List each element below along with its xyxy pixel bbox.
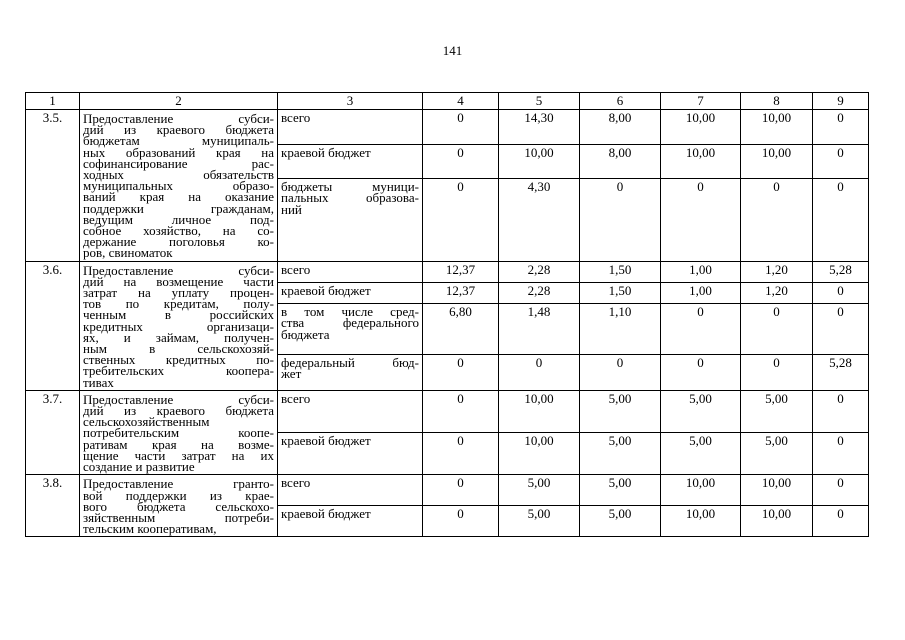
description-line: ративам края на возме- xyxy=(83,436,274,452)
funding-source-line: федеральный бюд- xyxy=(281,354,419,370)
value-cell: 0 xyxy=(423,433,499,475)
header-cell: 2 xyxy=(80,93,278,110)
funding-source xyxy=(278,354,423,390)
value-cell: 0 xyxy=(741,354,813,390)
value-cell: 1,50 xyxy=(580,261,661,282)
value-cell: 10,00 xyxy=(499,144,580,179)
header-row xyxy=(26,93,869,110)
funding-source xyxy=(278,144,423,179)
value-cell: 0 xyxy=(423,179,499,261)
description-line: зяйственным потреби- xyxy=(83,509,274,525)
item-number: 3.8. xyxy=(26,475,80,537)
description-line: дий из краевого бюджета xyxy=(83,122,274,138)
value-cell: 0 xyxy=(813,282,869,303)
funding-source-line: краевой бюджет xyxy=(281,282,371,298)
value-cell: 5,00 xyxy=(580,475,661,506)
header-cell: 4 xyxy=(423,93,499,110)
value-cell: 5,00 xyxy=(661,390,741,432)
description-line: ственных кредитных по- xyxy=(83,352,274,368)
description-line: ваний края на оказание xyxy=(83,189,274,205)
description-line: вого бюджета сельскохо- xyxy=(83,498,274,514)
value-cell: 10,00 xyxy=(741,110,813,145)
value-cell: 0 xyxy=(813,144,869,179)
item-description xyxy=(80,110,278,262)
funding-source-line: ний xyxy=(281,201,302,217)
value-cell: 0 xyxy=(423,475,499,506)
value-cell: 0 xyxy=(813,304,869,355)
description-line: дий на возмещение части xyxy=(83,273,274,289)
description-line: бюджетам муниципаль- xyxy=(83,133,274,149)
value-cell: 0 xyxy=(741,304,813,355)
value-cell: 0 xyxy=(813,179,869,261)
table-body xyxy=(26,93,869,537)
table-row xyxy=(26,110,869,145)
funding-source-line: всего xyxy=(281,390,311,406)
description-line: тивах xyxy=(83,374,114,390)
header-cell: 3 xyxy=(278,93,423,110)
value-cell: 0 xyxy=(661,354,741,390)
description-line: ных образований края на xyxy=(83,144,274,160)
funding-source xyxy=(278,304,423,355)
value-cell: 5,28 xyxy=(813,261,869,282)
funding-source-line: всего xyxy=(281,261,311,277)
description-line: поддержки гражданам, xyxy=(83,200,274,216)
value-cell: 10,00 xyxy=(741,144,813,179)
description-line: требительских коопера- xyxy=(83,363,274,379)
value-cell: 0 xyxy=(661,304,741,355)
value-cell: 0 xyxy=(423,354,499,390)
item-number: 3.5. xyxy=(26,110,80,262)
funding-source xyxy=(278,282,423,303)
funding-source xyxy=(278,390,423,432)
description-line: софинансирование рас- xyxy=(83,155,274,171)
description-line: создание и развитие xyxy=(83,459,195,475)
header-cell: 8 xyxy=(741,93,813,110)
value-cell: 5,00 xyxy=(661,433,741,475)
description-line: собное хозяйство, на со- xyxy=(83,223,274,239)
item-number: 3.7. xyxy=(26,390,80,474)
value-cell: 8,00 xyxy=(580,110,661,145)
item-description xyxy=(80,261,278,390)
value-cell: 5,00 xyxy=(580,433,661,475)
value-cell: 0 xyxy=(813,110,869,145)
description-line: держание поголовья ко- xyxy=(83,234,274,250)
value-cell: 1,00 xyxy=(661,282,741,303)
description-line: сельскохозяйственным xyxy=(83,414,210,430)
value-cell: 0 xyxy=(423,144,499,179)
value-cell: 14,30 xyxy=(499,110,580,145)
value-cell: 10,00 xyxy=(661,110,741,145)
value-cell: 0 xyxy=(580,179,661,261)
description-line: щение части затрат на их xyxy=(83,447,274,463)
value-cell: 2,28 xyxy=(499,261,580,282)
item-description xyxy=(80,390,278,474)
value-cell: 0 xyxy=(741,179,813,261)
value-cell: 12,37 xyxy=(423,261,499,282)
value-cell: 0 xyxy=(580,354,661,390)
value-cell: 5,00 xyxy=(499,506,580,537)
value-cell: 10,00 xyxy=(661,144,741,179)
description-line: Предоставление субси- xyxy=(83,391,274,407)
description-line: дий из краевого бюджета xyxy=(83,403,274,419)
value-cell: 10,00 xyxy=(741,475,813,506)
value-cell: 10,00 xyxy=(499,390,580,432)
description-line: тельским кооперативам, xyxy=(83,521,217,537)
funding-source-line: всего xyxy=(281,475,311,491)
value-cell: 0 xyxy=(423,506,499,537)
funding-source xyxy=(278,506,423,537)
funding-source-line: краевой бюджет xyxy=(281,144,371,160)
table-row xyxy=(26,261,869,282)
description-line: тов по кредитам, полу- xyxy=(83,296,274,312)
value-cell: 1,20 xyxy=(741,261,813,282)
value-cell: 12,37 xyxy=(423,282,499,303)
value-cell: 1,00 xyxy=(661,261,741,282)
value-cell: 0 xyxy=(661,179,741,261)
description-line: ным в сельскохозяй- xyxy=(83,341,274,357)
funding-source-line: краевой бюджет xyxy=(281,506,371,522)
description-line: ях, и займам, получен- xyxy=(83,329,274,345)
value-cell: 1,48 xyxy=(499,304,580,355)
funding-source xyxy=(278,475,423,506)
value-cell: 6,80 xyxy=(423,304,499,355)
header-cell: 1 xyxy=(26,93,80,110)
value-cell: 1,20 xyxy=(741,282,813,303)
description-line: муниципальных образо- xyxy=(83,178,274,194)
description-line: затрат на уплату процен- xyxy=(83,285,274,301)
header-cell: 7 xyxy=(661,93,741,110)
value-cell: 10,00 xyxy=(661,506,741,537)
table-row xyxy=(26,390,869,432)
item-number: 3.6. xyxy=(26,261,80,390)
funding-source-line: бюджета xyxy=(281,326,330,342)
value-cell: 5,00 xyxy=(580,506,661,537)
page-number: 141 xyxy=(442,43,463,58)
value-cell: 0 xyxy=(423,110,499,145)
table-row xyxy=(26,475,869,506)
value-cell: 10,00 xyxy=(661,475,741,506)
funding-source-line: всего xyxy=(281,110,311,125)
value-cell: 1,50 xyxy=(580,282,661,303)
funding-source-line: ства федерального xyxy=(281,315,419,331)
description-line: ченным в российских xyxy=(83,307,274,323)
funding-source-line: в том числе сред- xyxy=(281,304,419,320)
funding-source-line: краевой бюджет xyxy=(281,433,371,449)
funding-source xyxy=(278,433,423,475)
description-line: вой поддержки из крае- xyxy=(83,487,274,503)
description-line: ходных обязательств xyxy=(83,167,274,183)
value-cell: 5,28 xyxy=(813,354,869,390)
header-cell: 5 xyxy=(499,93,580,110)
description-line: Предоставление гранто- xyxy=(83,476,274,492)
description-line: ведущим личное под- xyxy=(83,211,274,227)
description-line: потребительским коопе- xyxy=(83,425,274,441)
description-line: Предоставление субси- xyxy=(83,111,274,126)
funding-source-line: бюджеты муници- xyxy=(281,179,419,195)
value-cell: 0 xyxy=(813,390,869,432)
value-cell: 10,00 xyxy=(499,433,580,475)
value-cell: 8,00 xyxy=(580,144,661,179)
description-line: Предоставление субси- xyxy=(83,262,274,278)
value-cell: 0 xyxy=(813,433,869,475)
value-cell: 5,00 xyxy=(741,390,813,432)
value-cell: 0 xyxy=(423,390,499,432)
funding-source-line: пальных образова- xyxy=(281,190,419,206)
value-cell: 0 xyxy=(499,354,580,390)
value-cell: 4,30 xyxy=(499,179,580,261)
budget-table xyxy=(25,92,869,537)
item-description xyxy=(80,475,278,537)
funding-source xyxy=(278,179,423,261)
header-cell: 9 xyxy=(813,93,869,110)
value-cell: 1,10 xyxy=(580,304,661,355)
description-line: ров, свиноматок xyxy=(83,245,173,261)
value-cell: 5,00 xyxy=(580,390,661,432)
value-cell: 0 xyxy=(813,506,869,537)
value-cell: 10,00 xyxy=(741,506,813,537)
funding-source-line: жет xyxy=(281,366,302,382)
description-line: кредитных организаци- xyxy=(83,318,274,334)
funding-source xyxy=(278,110,423,145)
value-cell: 0 xyxy=(813,475,869,506)
value-cell: 2,28 xyxy=(499,282,580,303)
value-cell: 5,00 xyxy=(741,433,813,475)
header-cell: 6 xyxy=(580,93,661,110)
funding-source xyxy=(278,261,423,282)
value-cell: 5,00 xyxy=(499,475,580,506)
